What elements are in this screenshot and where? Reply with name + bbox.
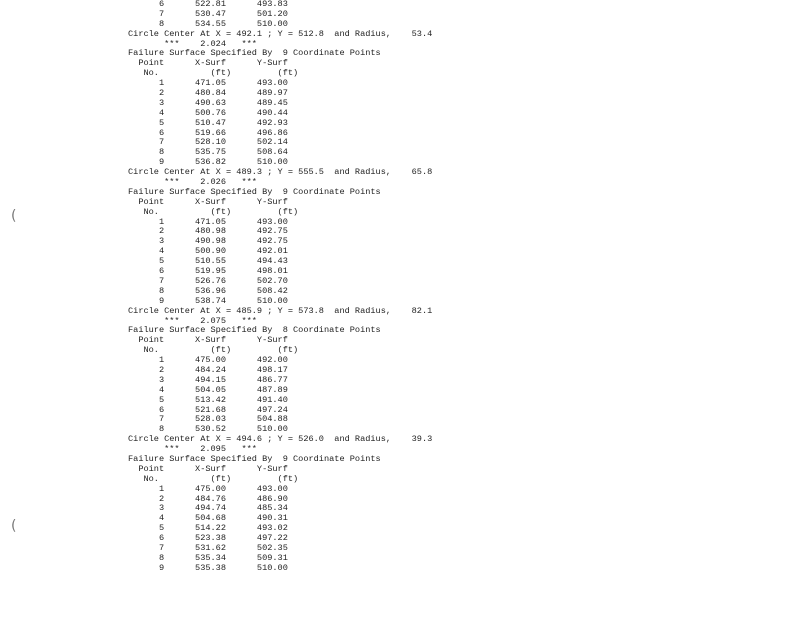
coordinate-row: 9 538.74 510.00 <box>128 295 288 306</box>
column-units: No. (ft) (ft) <box>128 345 299 356</box>
column-header: Point X-Surf Y-Surf <box>128 335 288 346</box>
coordinate-row: 5 514.22 493.02 <box>128 523 288 534</box>
coordinate-row: 2 480.84 489.97 <box>128 88 288 99</box>
coordinate-row: 2 480.98 492.75 <box>128 226 288 237</box>
failure-surface-title: Failure Surface Specified By 9 Coordinate Points <box>128 186 381 197</box>
coordinate-row: 4 504.68 490.31 <box>128 513 288 524</box>
circle-center-line: Circle Center At X = 494.6 ; Y = 526.0 and Radius, 39.3 <box>128 434 433 445</box>
failure-surface-title: Failure Surface Specified By 9 Coordinate Points <box>128 453 381 464</box>
coordinate-row: 5 510.55 494.43 <box>128 256 288 267</box>
safety-factor-line: *** 2.075 *** <box>128 315 257 326</box>
coordinate-row: 7 530.47 501.20 <box>128 8 288 19</box>
coordinate-row: 2 484.76 486.90 <box>128 493 288 504</box>
column-header: Point X-Surf Y-Surf <box>128 58 288 69</box>
coordinate-row: 3 494.74 485.34 <box>128 503 288 514</box>
safety-factor-line: *** 2.095 *** <box>128 444 257 455</box>
column-units: No. (ft) (ft) <box>128 473 299 484</box>
safety-factor-line: *** 2.024 *** <box>128 38 257 49</box>
coordinate-row: 6 519.95 498.01 <box>128 266 288 277</box>
printout-text <box>128 0 468 574</box>
coordinate-row: 6 521.68 497.24 <box>128 404 288 415</box>
circle-center-line: Circle Center At X = 489.3 ; Y = 555.5 and Radius, 65.8 <box>128 167 433 178</box>
coordinate-row: 8 535.75 508.64 <box>128 147 288 158</box>
coordinate-row: 1 471.05 493.00 <box>128 78 288 89</box>
coordinate-row: 4 500.76 490.44 <box>128 107 288 118</box>
coordinate-row: 8 535.34 509.31 <box>128 552 288 563</box>
coordinate-row: 5 510.47 492.93 <box>128 117 288 128</box>
circle-center-line: Circle Center At X = 485.9 ; Y = 573.8 and Radius, 82.1 <box>128 305 433 316</box>
coordinate-row: 7 531.62 502.35 <box>128 542 288 553</box>
coordinate-row: 4 504.05 487.89 <box>128 384 288 395</box>
coordinate-row: 8 536.96 508.42 <box>128 285 288 296</box>
coordinate-row: 1 475.00 493.00 <box>128 483 288 494</box>
coordinate-row: 6 523.38 497.22 <box>128 533 288 544</box>
coordinate-row: 6 522.81 493.83 <box>128 0 288 9</box>
column-header: Point X-Surf Y-Surf <box>128 463 288 474</box>
coordinate-row: 3 490.63 489.45 <box>128 97 288 108</box>
coordinate-row: 8 530.52 510.00 <box>128 424 288 435</box>
coordinate-row: 1 471.05 493.00 <box>128 216 288 227</box>
failure-surface-title: Failure Surface Specified By 8 Coordinate Points <box>128 325 381 336</box>
failure-surface-title: Failure Surface Specified By 9 Coordinate Points <box>128 48 381 59</box>
coordinate-row: 9 536.82 510.00 <box>128 157 288 168</box>
margin-mark: ( <box>11 518 17 534</box>
coordinate-row: 8 534.55 510.00 <box>128 18 288 29</box>
coordinate-row: 2 484.24 498.17 <box>128 364 288 375</box>
coordinate-row: 3 490.98 492.75 <box>128 236 288 247</box>
coordinate-row: 7 528.03 504.88 <box>128 414 288 425</box>
coordinate-row: 1 475.00 492.00 <box>128 355 288 366</box>
coordinate-row: 3 494.15 486.77 <box>128 374 288 385</box>
column-units: No. (ft) (ft) <box>128 68 299 79</box>
coordinate-row: 5 513.42 491.40 <box>128 394 288 405</box>
circle-center-line: Circle Center At X = 492.1 ; Y = 512.8 and Radius, 53.4 <box>128 28 433 39</box>
safety-factor-line: *** 2.026 *** <box>128 177 257 188</box>
coordinate-row: 7 528.10 502.14 <box>128 137 288 148</box>
margin-mark: ( <box>11 208 17 224</box>
coordinate-row: 4 500.90 492.01 <box>128 246 288 257</box>
coordinate-row: 7 526.76 502.70 <box>128 275 288 286</box>
column-units: No. (ft) (ft) <box>128 206 299 217</box>
coordinate-row: 6 519.66 496.86 <box>128 127 288 138</box>
column-header: Point X-Surf Y-Surf <box>128 196 288 207</box>
coordinate-row: 9 535.38 510.00 <box>128 562 288 573</box>
